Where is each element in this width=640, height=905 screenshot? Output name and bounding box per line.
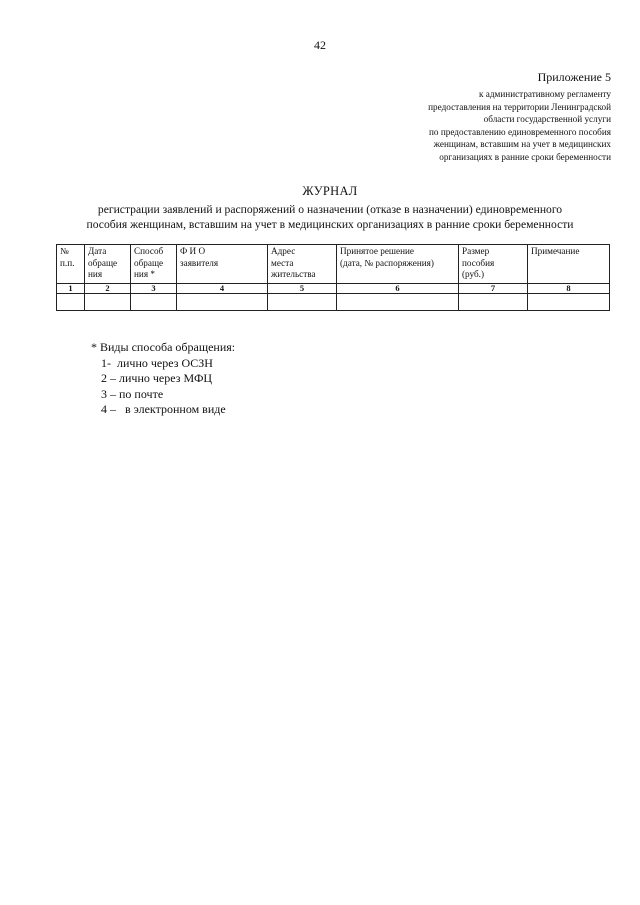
appendix-line: организациях в ранние сроки беременности xyxy=(439,151,611,162)
appendix-line: предоставления на территории Ленинградской xyxy=(428,101,611,112)
footnote-title: * Виды способа обращения: xyxy=(91,340,236,354)
column-header-applicant: Ф И О заявителя xyxy=(177,245,268,284)
table-cell xyxy=(177,294,268,311)
column-number: 8 xyxy=(528,284,610,294)
column-number-row xyxy=(57,284,610,294)
column-header-method: Способ обраще ния * xyxy=(131,245,177,284)
table-cell xyxy=(528,294,610,311)
journal-subtitle-line: регистрации заявлений и распоряжений о назначении (отказе в назначении) единовременного xyxy=(97,203,563,216)
appendix-title: Приложение 5 xyxy=(537,70,611,84)
column-number: 1 xyxy=(57,284,85,294)
appendix-line: области государственной услуги xyxy=(483,114,611,124)
column-header-number: № п.п. xyxy=(57,245,85,284)
column-number: 3 xyxy=(131,284,177,294)
column-number: 7 xyxy=(459,284,528,294)
appendix-line: женщинам, вставшим на учет в медицинских xyxy=(433,139,611,149)
page-number: 42 xyxy=(314,38,326,52)
table-cell xyxy=(337,294,459,311)
appendix-line: по предоставлению единовременного пособия xyxy=(429,126,611,137)
journal-heading xyxy=(40,184,620,232)
register-table xyxy=(56,244,610,311)
table-cell xyxy=(459,294,528,311)
column-number: 5 xyxy=(268,284,337,294)
table-cell xyxy=(57,294,85,311)
column-number: 4 xyxy=(177,284,268,294)
journal-title: ЖУРНАЛ xyxy=(302,184,358,198)
footnote-item: 3 – по почте xyxy=(101,386,164,401)
appendix-block xyxy=(351,70,611,163)
footnote-item: 1- лично через ОСЗН xyxy=(101,355,213,370)
column-number: 6 xyxy=(337,284,459,294)
footnote-item: 2 – лично через МФЦ xyxy=(101,371,213,385)
table-header-row xyxy=(57,245,610,284)
table-row xyxy=(57,294,610,311)
table-cell xyxy=(131,294,177,311)
column-number: 2 xyxy=(85,284,131,294)
table-cell xyxy=(268,294,337,311)
table-cell xyxy=(85,294,131,311)
appendix-line: к административному регламенту xyxy=(479,89,611,99)
footnote-item: 4 – в электронном виде xyxy=(101,402,226,416)
column-header-amount: Размер пособия (руб.) xyxy=(459,245,528,284)
footnote xyxy=(91,340,235,418)
column-header-address: Адрес места жительства xyxy=(268,245,337,284)
column-header-note: Примечание xyxy=(528,245,610,284)
column-header-date: Дата обраще ния xyxy=(85,245,131,284)
column-header-decision: Принятое решение (дата, № распоряжения) xyxy=(337,245,459,284)
journal-subtitle-line: пособия женщинам, вставшим на учет в медицинских организациях в ранние сроки беременности xyxy=(86,218,574,231)
